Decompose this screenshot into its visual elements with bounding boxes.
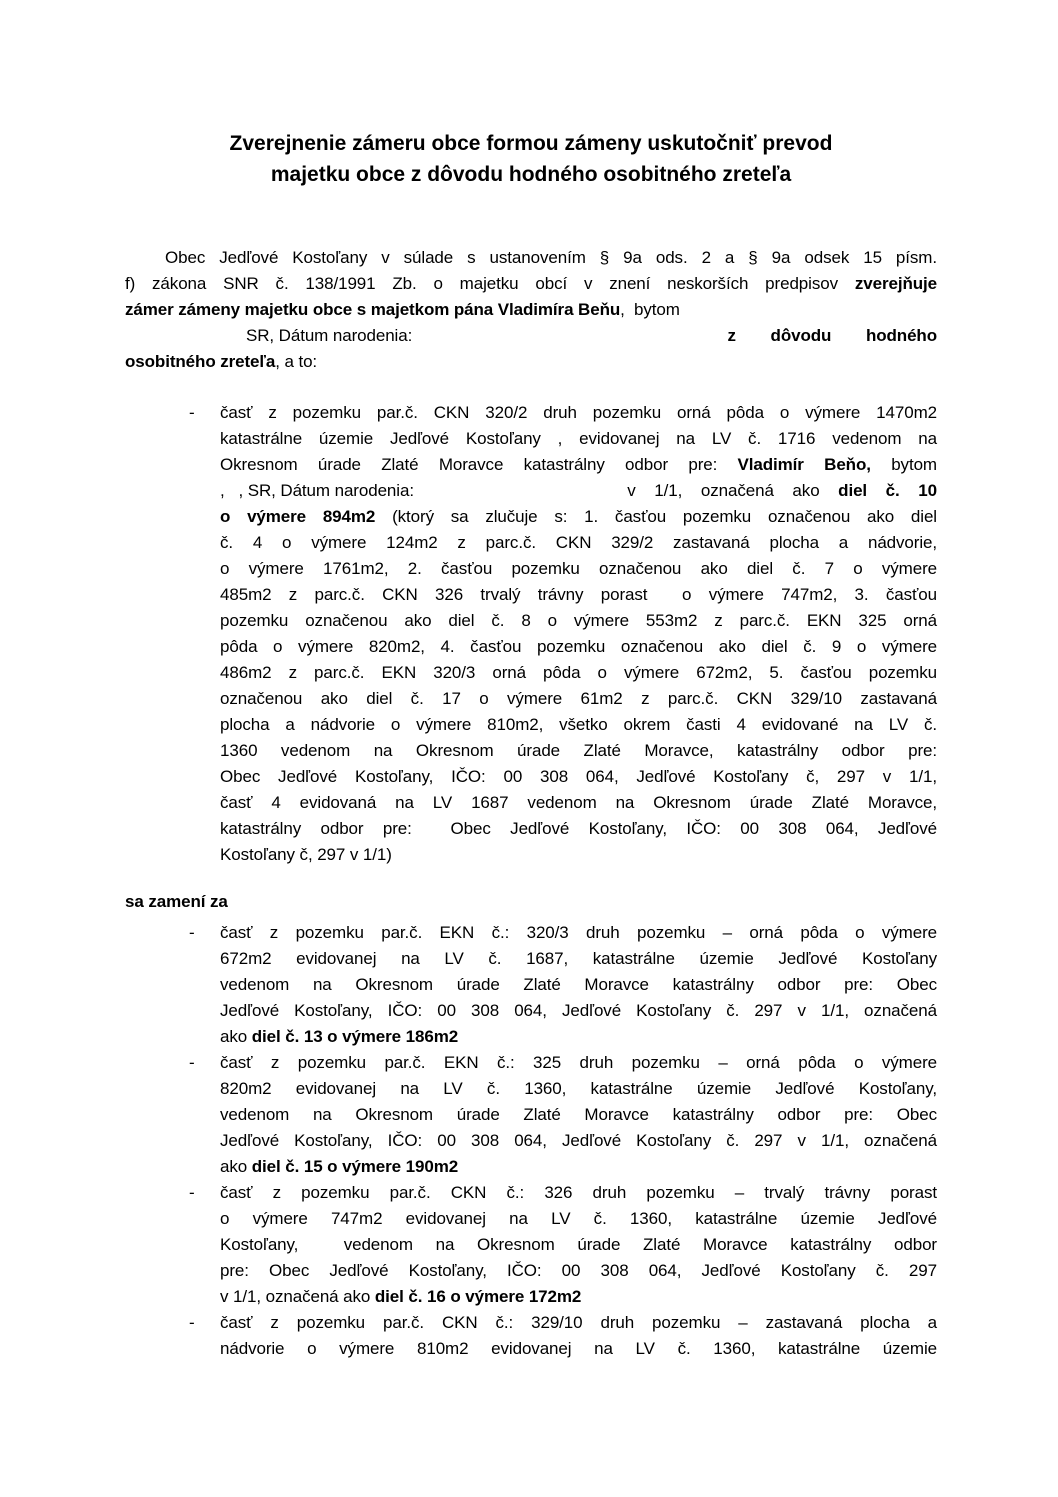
text-run: Obec Jedľové Kostoľany, IČO: 00 308 064, Jedľové Kostoľany č, 297 v 1/1, [220,767,937,786]
text-run: , bytom [620,300,680,319]
text-run: v 1/1, označená ako [220,1287,375,1306]
text-line [220,1076,937,1102]
bullet-dash: - [189,1313,195,1332]
text-line [125,323,937,349]
text-run: f) zákona SNR č. 138/1991 Zb. o majetku obcí v znení neskorších predpisov [125,274,855,293]
text-line [220,400,937,426]
text-run: bytom [870,455,937,474]
text-run: časť 4 evidovaná na LV 1687 vedenom na Okresnom úrade Zlaté Moravce, [220,793,937,812]
bold-text-run: o výmere 894m2 [220,507,376,526]
text-run: Obec Jedľové Kostoľany v súlade s ustanovením § 9a ods. 2 a § 9a odsek 15 písm. [165,248,937,267]
text-line [220,1102,937,1128]
text-line [220,556,937,582]
text-run: o výmere 747m2 evidovanej na LV č. 1360, katastrálne územie Jedľové [220,1209,937,1228]
text-run: , a to: [275,352,318,371]
text-run: 820m2 evidovanej na LV č. 1360, katastrálne územie Jedľové Kostoľany, [220,1079,937,1098]
text-line [220,712,937,738]
bold-text-run: zverejňuje [854,274,937,293]
text-line [125,245,937,271]
bold-text-run: diel č. 13 o výmere 186m2 [251,1027,459,1046]
text-run: katastrálne územie Jedľové Kostoľany , evidovanej na LV č. 1716 vedenom na [220,429,937,448]
title-line: majetku obce z dôvodu hodného osobitného zreteľa [270,163,792,186]
list-item [125,1050,937,1180]
list-item [125,920,937,1050]
text-run: časť z pozemku par.č. CKN 320/2 druh pozemku orná pôda o výmere 1470m2 [220,403,937,422]
text-run: pozemku označenou ako diel č. 8 o výmere 553m2 z parc.č. EKN 325 orná [220,611,937,630]
text-run: 486m2 z parc.č. EKN 320/3 orná pôda o výmere 672m2, 5. časťou pozemku [220,663,937,682]
text-run-group [220,478,414,504]
text-line [220,816,937,842]
text-line [220,452,937,478]
text-run: katastrálny odbor pre: Obec Jedľové Kostoľany, IČO: 00 308 064, Jedľové [220,819,937,838]
text-line [220,504,937,530]
text-line [220,972,937,998]
text-run: pôda o výmere 820m2, 4. časťou pozemku označenou ako diel č. 9 o výmere [220,637,937,656]
text-line [220,582,937,608]
text-run: č. 4 o výmere 124m2 z parc.č. CKN 329/2 zastavaná plocha a nádvorie, [220,533,937,552]
text-line [220,1310,937,1336]
text-run: Kostoľany č, 297 v 1/1) [220,845,392,864]
bold-text-run: osobitného zreteľa [125,352,276,371]
bold-text-run: diel č. 15 o výmere 190m2 [251,1157,459,1176]
bold-text-run: zámer zámeny majetku obce s majetkom pána Vladimíra Beňu [125,300,621,319]
text-run: označenou ako diel č. 17 o výmere 61m2 z parc.č. CKN 329/10 zastavaná [220,689,937,708]
list-item [125,400,937,868]
text-line [220,608,937,634]
text-run: plocha a nádvorie o výmere 810m2, všetko okrem časti 4 evidované na LV č. [220,715,937,734]
text-run: v 1/1, označená ako [627,481,839,500]
text-run-group [627,478,937,504]
bold-text-run: Vladimír Beňo, [737,455,871,474]
text-line [220,1284,937,1310]
text-run: ako [220,1027,252,1046]
title-line: Zverejnenie zámeru obce formou zámeny uskutočniť prevod [229,132,833,155]
text-run: 1360 vedenom na Okresnom úrade Zlaté Moravce, katastrálny odbor pre: [220,741,937,760]
text-run: časť z pozemku par.č. EKN č.: 325 druh pozemku – orná pôda o výmere [220,1053,937,1072]
text-run: 672m2 evidovanej na LV č. 1687, katastrálne územie Jedľové Kostoľany [220,949,937,968]
text-line [220,530,937,556]
text-run: Jedľové Kostoľany, IČO: 00 308 064, Jedľové Kostoľany č. 297 v 1/1, označená [220,1001,937,1020]
text-line [220,842,937,868]
text-line [220,1232,937,1258]
text-line [220,1154,937,1180]
text-line [220,1050,937,1076]
text-line [220,1258,937,1284]
text-run: nádvorie o výmere 810m2 evidovanej na LV č. 1360, katastrálne územie [220,1339,937,1358]
bold-text-run: diel č. 10 [838,481,937,500]
bold-text-run: z dôvodu hodného [727,326,937,345]
text-run: o výmere 1761m2, 2. časťou pozemku označenou ako diel č. 7 o výmere [220,559,937,578]
bullet-dash: - [189,1053,195,1072]
text-run: časť z pozemku par.č. CKN č.: 329/10 druh pozemku – zastavaná plocha a [220,1313,937,1332]
text-run: Jedľové Kostoľany, IČO: 00 308 064, Jedľové Kostoľany č. 297 v 1/1, označená [220,1131,937,1150]
text-line [220,478,937,504]
text-line [220,634,937,660]
text-run: SR, Dátum narodenia: [246,326,413,345]
text-line [220,1024,937,1050]
text-line [220,1206,937,1232]
bullet-dash: - [189,403,195,422]
text-line [220,946,937,972]
text-run: (ktorý sa zlučuje s: 1. časťou pozemku označenou ako diel [375,507,937,526]
text-run: 485m2 z parc.č. CKN 326 trvalý trávny porast o výmere 747m2, 3. časťou [220,585,937,604]
text-run-group [728,323,937,349]
notice-item-list [125,400,937,868]
section-heading: sa zamení za [125,892,228,911]
text-run: Kostoľany, vedenom na Okresnom úrade Zlaté Moravce katastrálny odbor [220,1235,937,1254]
text-run: Okresnom úrade Zlaté Moravce katastrálny odbor pre: [220,455,738,474]
list-item [125,1180,937,1310]
text-line [220,426,937,452]
intro-paragraph [125,245,937,375]
text-line [220,1180,937,1206]
text-line [125,297,937,323]
document-content [125,128,937,1362]
text-run: , , SR, Dátum narodenia: [220,481,414,500]
text-run: vedenom na Okresnom úrade Zlaté Moravce katastrálny odbor pre: Obec [220,975,937,994]
text-run-group [125,323,412,349]
text-line [125,271,937,297]
text-run: časť z pozemku par.č. CKN č.: 326 druh pozemku – trvalý trávny porast [220,1183,937,1202]
text-run: ako [220,1157,252,1176]
text-run: pre: Obec Jedľové Kostoľany, IČO: 00 308 064, Jedľové Kostoľany č. 297 [220,1261,937,1280]
text-line [220,764,937,790]
text-line [220,920,937,946]
bullet-dash: - [189,923,195,942]
text-run: časť z pozemku par.č. EKN č.: 320/3 druh pozemku – orná pôda o výmere [220,923,937,942]
text-line [220,686,937,712]
exchange-item-list [125,920,937,1362]
text-line [220,1128,937,1154]
bold-text-run: diel č. 16 o výmere 172m2 [374,1287,582,1306]
text-run: vedenom na Okresnom úrade Zlaté Moravce katastrálny odbor pre: Obec [220,1105,937,1124]
document-title [125,128,937,190]
text-line [220,998,937,1024]
text-line [220,660,937,686]
text-line [220,1336,937,1362]
text-line [125,349,937,375]
list-item [125,1310,937,1362]
bullet-dash: - [189,1183,195,1202]
text-line [220,790,937,816]
text-line [220,738,937,764]
